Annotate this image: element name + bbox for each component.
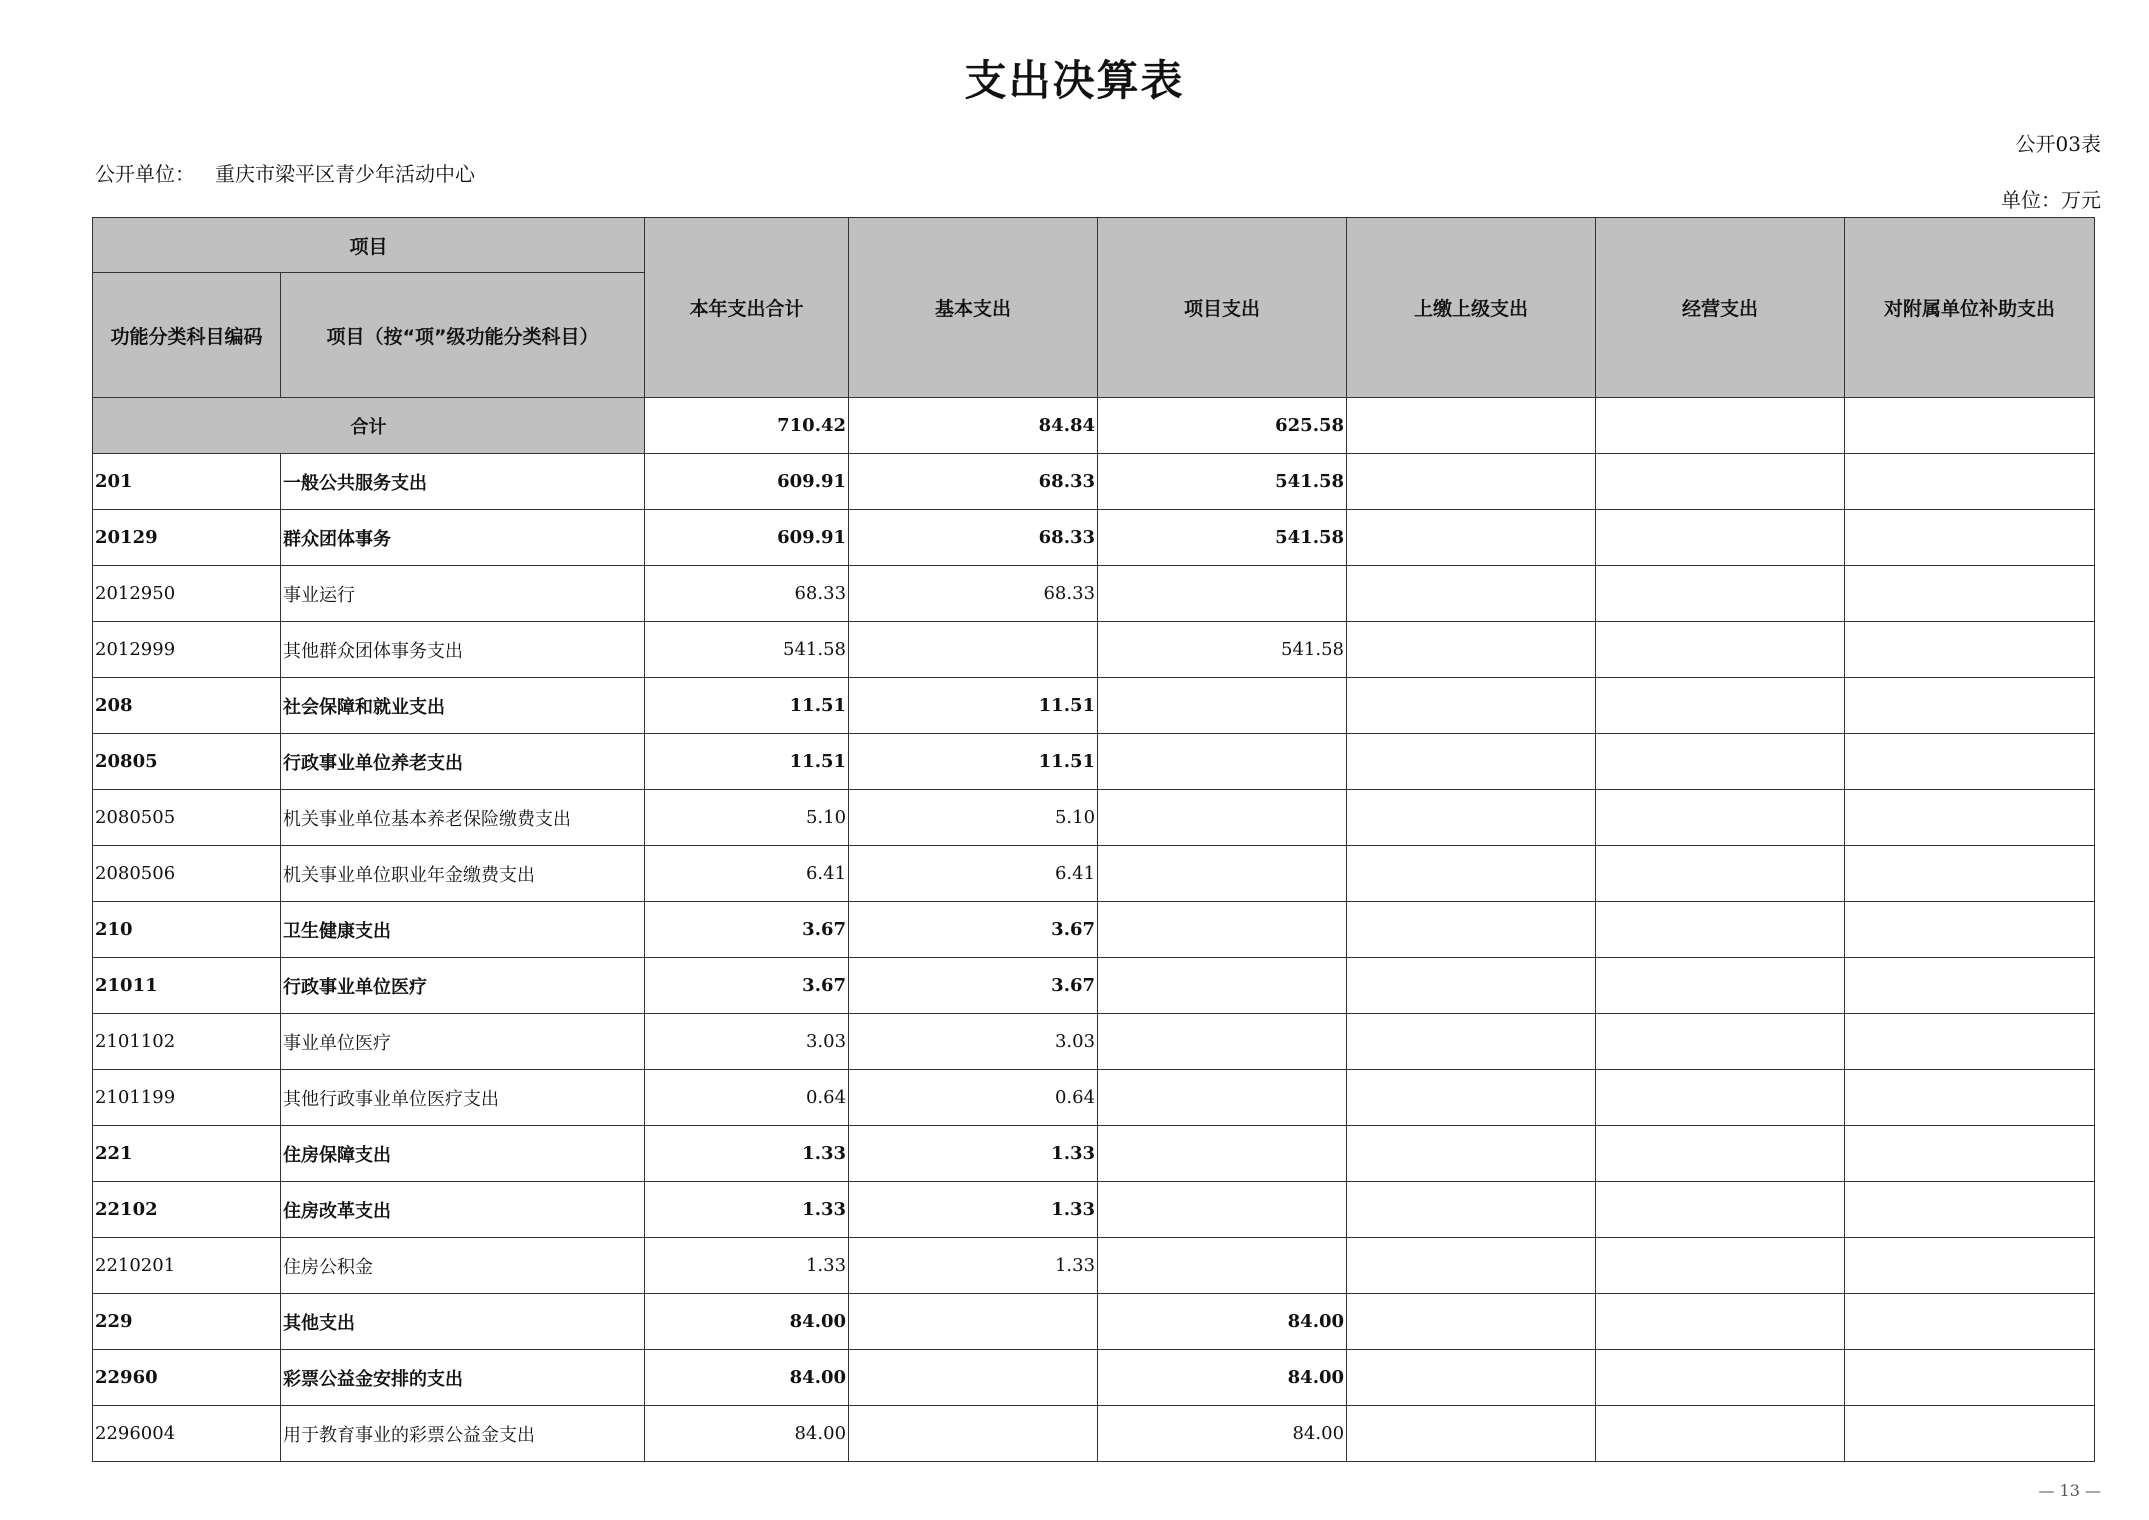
reporting-unit-label: 公开单位：: [95, 162, 195, 186]
row-code: 201: [93, 454, 281, 510]
row-project: 84.00: [1098, 1350, 1347, 1406]
row-basic: 68.33: [849, 454, 1098, 510]
table-row: [93, 846, 2095, 902]
header-business: 经营支出: [1596, 218, 1845, 398]
row-total: 11.51: [645, 678, 849, 734]
total-cell-project: 625.58: [1098, 398, 1347, 454]
row-basic: 1.33: [849, 1126, 1098, 1182]
row-remit: [1347, 566, 1596, 622]
row-name: 住房保障支出: [281, 1126, 645, 1182]
row-remit: [1347, 790, 1596, 846]
row-subsidy: [1845, 902, 2095, 958]
row-total: 3.67: [645, 958, 849, 1014]
row-subsidy: [1845, 1014, 2095, 1070]
row-code: 2012999: [93, 622, 281, 678]
row-basic: 68.33: [849, 510, 1098, 566]
row-project: 541.58: [1098, 454, 1347, 510]
table-row: [93, 510, 2095, 566]
table-row: [93, 1126, 2095, 1182]
row-subsidy: [1845, 1238, 2095, 1294]
table-row: [93, 1182, 2095, 1238]
row-total: 0.64: [645, 1070, 849, 1126]
table-row: [93, 1294, 2095, 1350]
reporting-unit: [95, 158, 475, 187]
row-name: 住房公积金: [281, 1238, 645, 1294]
row-basic: [849, 622, 1098, 678]
row-basic: [849, 1294, 1098, 1350]
row-subsidy: [1845, 958, 2095, 1014]
table-row: [93, 790, 2095, 846]
total-label: 合计: [93, 398, 645, 454]
row-code: 2101102: [93, 1014, 281, 1070]
expenditure-table: [92, 217, 2095, 1462]
table-row: [93, 1238, 2095, 1294]
row-subsidy: [1845, 790, 2095, 846]
row-basic: 3.03: [849, 1014, 1098, 1070]
row-total: 84.00: [645, 1406, 849, 1462]
header-item-group: 项目: [93, 218, 645, 273]
row-subsidy: [1845, 1406, 2095, 1462]
row-code: 221: [93, 1126, 281, 1182]
row-total: 6.41: [645, 846, 849, 902]
row-remit: [1347, 1238, 1596, 1294]
row-name: 用于教育事业的彩票公益金支出: [281, 1406, 645, 1462]
table-row: [93, 734, 2095, 790]
row-code: 2080506: [93, 846, 281, 902]
row-remit: [1347, 846, 1596, 902]
row-total: 1.33: [645, 1182, 849, 1238]
row-code: 229: [93, 1294, 281, 1350]
row-project: [1098, 1126, 1347, 1182]
row-name: 事业运行: [281, 566, 645, 622]
row-project: [1098, 1070, 1347, 1126]
row-code: 22102: [93, 1182, 281, 1238]
header-project: 项目支出: [1098, 218, 1347, 398]
row-name: 其他行政事业单位医疗支出: [281, 1070, 645, 1126]
row-total: 3.03: [645, 1014, 849, 1070]
row-remit: [1347, 1126, 1596, 1182]
row-basic: 6.41: [849, 846, 1098, 902]
row-business: [1596, 510, 1845, 566]
row-remit: [1347, 1182, 1596, 1238]
row-subsidy: [1845, 734, 2095, 790]
row-project: [1098, 1014, 1347, 1070]
total-cell-business: [1596, 398, 1845, 454]
row-name: 住房改革支出: [281, 1182, 645, 1238]
row-remit: [1347, 454, 1596, 510]
row-basic: 3.67: [849, 958, 1098, 1014]
row-basic: 5.10: [849, 790, 1098, 846]
row-code: 210: [93, 902, 281, 958]
row-total: 541.58: [645, 622, 849, 678]
row-project: [1098, 902, 1347, 958]
row-basic: 1.33: [849, 1238, 1098, 1294]
row-total: 609.91: [645, 454, 849, 510]
row-remit: [1347, 1350, 1596, 1406]
row-project: [1098, 958, 1347, 1014]
row-name: 社会保障和就业支出: [281, 678, 645, 734]
row-total: 609.91: [645, 510, 849, 566]
row-remit: [1347, 902, 1596, 958]
row-basic: 11.51: [849, 678, 1098, 734]
row-remit: [1347, 1294, 1596, 1350]
row-business: [1596, 790, 1845, 846]
total-row: [93, 398, 2095, 454]
row-business: [1596, 454, 1845, 510]
row-business: [1596, 1014, 1845, 1070]
table-row: [93, 678, 2095, 734]
row-code: 2101199: [93, 1070, 281, 1126]
table-row: [93, 566, 2095, 622]
reporting-unit-name: 重庆市梁平区青少年活动中心: [215, 162, 475, 186]
row-code: 2012950: [93, 566, 281, 622]
row-business: [1596, 1070, 1845, 1126]
row-project: 541.58: [1098, 622, 1347, 678]
row-project: 84.00: [1098, 1294, 1347, 1350]
row-total: 1.33: [645, 1126, 849, 1182]
row-subsidy: [1845, 566, 2095, 622]
row-name: 一般公共服务支出: [281, 454, 645, 510]
row-total: 11.51: [645, 734, 849, 790]
table-row: [93, 1406, 2095, 1462]
row-remit: [1347, 958, 1596, 1014]
row-total: 68.33: [645, 566, 849, 622]
row-remit: [1347, 510, 1596, 566]
row-project: [1098, 678, 1347, 734]
row-remit: [1347, 1070, 1596, 1126]
row-project: [1098, 846, 1347, 902]
row-name: 其他支出: [281, 1294, 645, 1350]
row-business: [1596, 846, 1845, 902]
row-remit: [1347, 734, 1596, 790]
row-subsidy: [1845, 678, 2095, 734]
row-project: 84.00: [1098, 1406, 1347, 1462]
row-business: [1596, 1406, 1845, 1462]
row-total: 5.10: [645, 790, 849, 846]
row-name: 其他群众团体事务支出: [281, 622, 645, 678]
row-code: 21011: [93, 958, 281, 1014]
page-title: 支出决算表: [964, 56, 1185, 105]
row-name: 机关事业单位职业年金缴费支出: [281, 846, 645, 902]
row-basic: 0.64: [849, 1070, 1098, 1126]
total-cell-basic: 84.84: [849, 398, 1098, 454]
row-name: 卫生健康支出: [281, 902, 645, 958]
table-row: [93, 454, 2095, 510]
row-business: [1596, 958, 1845, 1014]
row-total: 84.00: [645, 1350, 849, 1406]
row-name: 彩票公益金安排的支出: [281, 1350, 645, 1406]
row-business: [1596, 566, 1845, 622]
row-subsidy: [1845, 1350, 2095, 1406]
row-name: 群众团体事务: [281, 510, 645, 566]
row-remit: [1347, 622, 1596, 678]
currency-unit: 单位：万元: [2001, 188, 2101, 212]
row-business: [1596, 622, 1845, 678]
row-business: [1596, 902, 1845, 958]
row-basic: 11.51: [849, 734, 1098, 790]
table-row: [93, 958, 2095, 1014]
row-code: 20129: [93, 510, 281, 566]
row-business: [1596, 1350, 1845, 1406]
table-row: [93, 902, 2095, 958]
row-basic: 1.33: [849, 1182, 1098, 1238]
row-subsidy: [1845, 510, 2095, 566]
header-code: 功能分类科目编码: [93, 273, 281, 398]
row-total: 1.33: [645, 1238, 849, 1294]
row-project: [1098, 566, 1347, 622]
table-row: [93, 622, 2095, 678]
row-subsidy: [1845, 1294, 2095, 1350]
header-basic: 基本支出: [849, 218, 1098, 398]
row-project: [1098, 1238, 1347, 1294]
total-cell-remit: [1347, 398, 1596, 454]
table-row: [93, 1070, 2095, 1126]
table-row: [93, 1350, 2095, 1406]
total-cell-subsidy: [1845, 398, 2095, 454]
row-remit: [1347, 1406, 1596, 1462]
page-number: — 13 —: [2038, 1481, 2101, 1500]
row-business: [1596, 734, 1845, 790]
row-project: [1098, 734, 1347, 790]
row-basic: [849, 1350, 1098, 1406]
row-code: 2296004: [93, 1406, 281, 1462]
header-total: 本年支出合计: [645, 218, 849, 398]
row-remit: [1347, 1014, 1596, 1070]
row-project: [1098, 790, 1347, 846]
row-subsidy: [1845, 1182, 2095, 1238]
row-subsidy: [1845, 846, 2095, 902]
row-subsidy: [1845, 454, 2095, 510]
row-business: [1596, 678, 1845, 734]
row-business: [1596, 1238, 1845, 1294]
row-project: 541.58: [1098, 510, 1347, 566]
table-row: [93, 1014, 2095, 1070]
row-name: 行政事业单位医疗: [281, 958, 645, 1014]
row-remit: [1347, 678, 1596, 734]
header-name: 项目（按“项”级功能分类科目）: [281, 273, 645, 398]
row-code: 20805: [93, 734, 281, 790]
row-code: 2210201: [93, 1238, 281, 1294]
row-code: 2080505: [93, 790, 281, 846]
row-total: 3.67: [645, 902, 849, 958]
row-subsidy: [1845, 1070, 2095, 1126]
row-business: [1596, 1126, 1845, 1182]
row-basic: [849, 1406, 1098, 1462]
row-code: 208: [93, 678, 281, 734]
row-total: 84.00: [645, 1294, 849, 1350]
row-basic: 3.67: [849, 902, 1098, 958]
row-basic: 68.33: [849, 566, 1098, 622]
row-business: [1596, 1182, 1845, 1238]
header-remit: 上缴上级支出: [1347, 218, 1596, 398]
row-name: 行政事业单位养老支出: [281, 734, 645, 790]
row-project: [1098, 1182, 1347, 1238]
total-cell-total: 710.42: [645, 398, 849, 454]
row-name: 事业单位医疗: [281, 1014, 645, 1070]
row-code: 22960: [93, 1350, 281, 1406]
row-name: 机关事业单位基本养老保险缴费支出: [281, 790, 645, 846]
row-business: [1596, 1294, 1845, 1350]
row-subsidy: [1845, 622, 2095, 678]
header-subsidy: 对附属单位补助支出: [1845, 218, 2095, 398]
form-number: 公开03表: [2015, 132, 2101, 156]
row-subsidy: [1845, 1126, 2095, 1182]
